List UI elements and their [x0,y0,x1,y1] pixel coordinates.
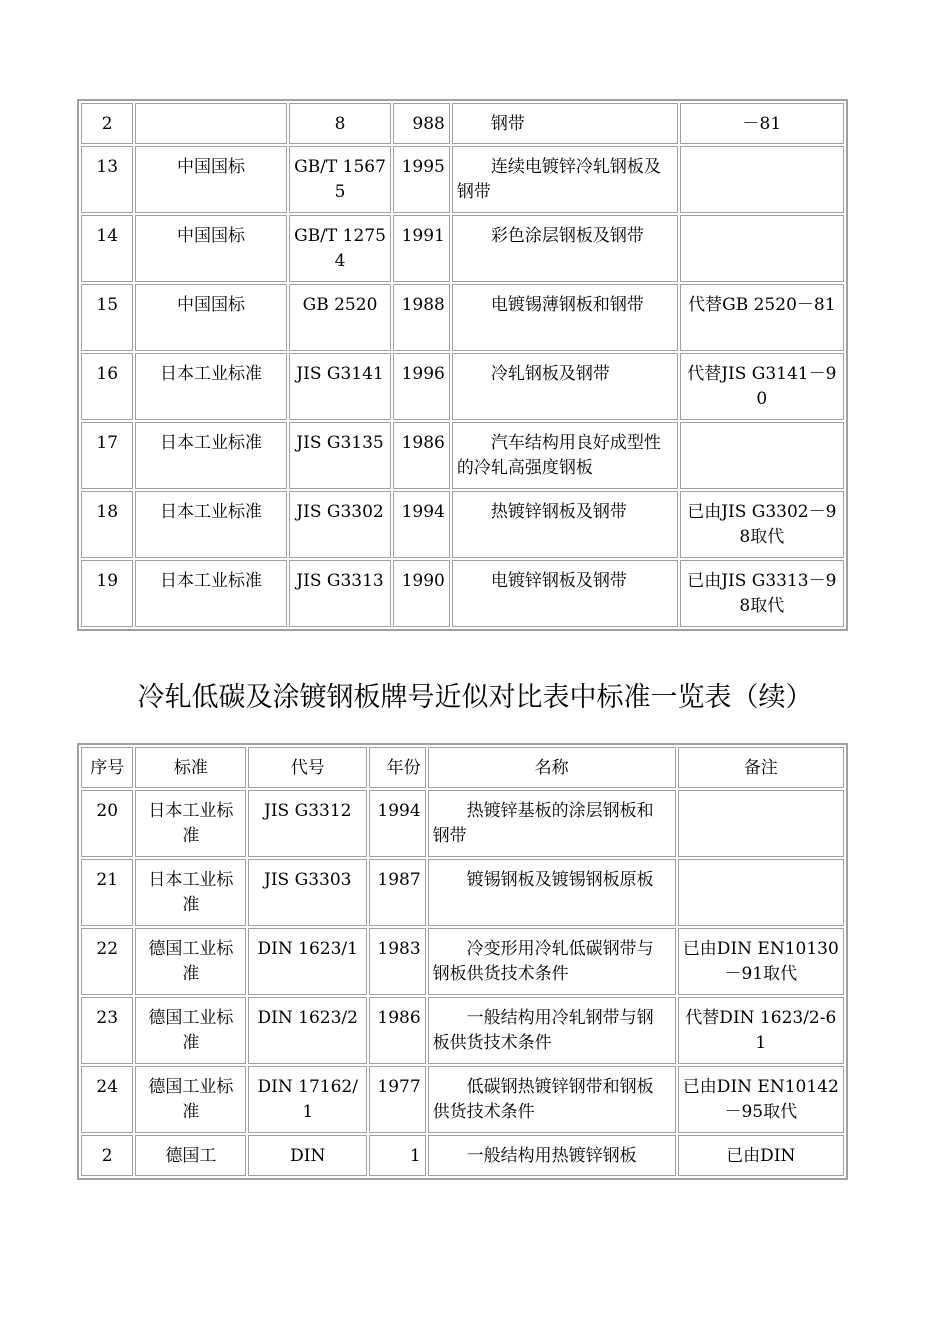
table-row [81,422,844,489]
row-note: 代替JIS G3141－90 [680,353,844,420]
row-year: 1983 [369,928,425,995]
row-standard: 德国工业标准 [135,928,246,995]
row-standard: 日本工业标准 [135,790,246,857]
row-name: 低碳钢热镀锌钢带和钢板供货技术条件 [428,1066,676,1133]
row-name: 钢带 [452,103,678,144]
row-number: 2 [81,1135,133,1176]
row-number: 22 [81,928,133,995]
row-year: 1991 [393,215,449,282]
row-note [680,146,844,213]
row-standard: 德国工 [135,1135,246,1176]
row-standard: 中国国标 [135,146,286,213]
row-code: JIS G3312 [248,790,367,857]
row-code: JIS G3313 [289,560,392,627]
table-row [81,491,844,558]
table-row [81,353,844,420]
row-standard: 日本工业标准 [135,353,286,420]
table-row [81,1135,844,1176]
page-title: 冷轧低碳及涂镀钢板牌号近似对比表中标准一览表（续） [137,682,813,713]
table-row [81,560,844,627]
row-code: 8 [289,103,392,144]
standards-table-part1 [77,99,848,631]
table1-body [81,103,844,627]
header-year: 年份 [369,747,425,788]
row-standard: 中国国标 [135,284,286,351]
row-standard: 日本工业标准 [135,859,246,926]
header-num: 序号 [81,747,133,788]
table-header-row [81,747,844,788]
table-row [81,928,844,995]
row-code: JIS G3135 [289,422,392,489]
table-row [81,997,844,1064]
row-note: 代替GB 2520－81 [680,284,844,351]
row-number: 24 [81,1066,133,1133]
row-name: 冷轧钢板及钢带 [452,353,678,420]
row-number: 14 [81,215,133,282]
row-note: 代替DIN 1623/2-61 [678,997,844,1064]
row-name: 汽车结构用良好成型性的冷轧高强度钢板 [452,422,678,489]
row-code: GB/T 12754 [289,215,392,282]
row-code: DIN 1623/2 [248,997,367,1064]
row-note: 已由DIN EN10142－95取代 [678,1066,844,1133]
row-number: 13 [81,146,133,213]
row-standard: 日本工业标准 [135,422,286,489]
row-name: 热镀锌钢板及钢带 [452,491,678,558]
table2-body [81,790,844,1176]
row-number: 16 [81,353,133,420]
row-code: JIS G3141 [289,353,392,420]
row-number: 17 [81,422,133,489]
row-name: 冷变形用冷轧低碳钢带与钢板供货技术条件 [428,928,676,995]
row-year: 1977 [369,1066,425,1133]
row-code: DIN 1623/1 [248,928,367,995]
row-code: GB/T 15675 [289,146,392,213]
row-name: 一般结构用热镀锌钢板 [428,1135,676,1176]
row-number: 15 [81,284,133,351]
table-row [81,215,844,282]
row-code: DIN 17162/1 [248,1066,367,1133]
row-note [678,790,844,857]
row-name: 镀锡钢板及镀锡钢板原板 [428,859,676,926]
row-name: 电镀锡薄钢板和钢带 [452,284,678,351]
row-year: 1986 [369,997,425,1064]
row-year: 1 [369,1135,425,1176]
table-row [81,1066,844,1133]
row-year: 1987 [369,859,425,926]
standards-table-part2 [77,743,848,1180]
row-name: 热镀锌基板的涂层钢板和钢带 [428,790,676,857]
row-note: 已由DIN [678,1135,844,1176]
row-note [680,422,844,489]
row-standard: 德国工业标准 [135,997,246,1064]
row-year: 1995 [393,146,449,213]
row-year: 1994 [393,491,449,558]
row-standard: 日本工业标准 [135,491,286,558]
row-note [678,859,844,926]
row-number: 23 [81,997,133,1064]
row-code: JIS G3302 [289,491,392,558]
row-year: 1986 [393,422,449,489]
row-note: －81 [680,103,844,144]
row-name: 连续电镀锌冷轧钢板及钢带 [452,146,678,213]
row-code: GB 2520 [289,284,392,351]
row-code: DIN [248,1135,367,1176]
table-row [81,146,844,213]
row-code: JIS G3303 [248,859,367,926]
row-name: 电镀锌钢板及钢带 [452,560,678,627]
row-year: 988 [393,103,449,144]
row-note: 已由JIS G3313－98取代 [680,560,844,627]
table-row [81,790,844,857]
row-standard: 德国工业标准 [135,1066,246,1133]
row-number: 20 [81,790,133,857]
row-year: 1988 [393,284,449,351]
row-standard: 中国国标 [135,215,286,282]
row-standard [135,103,286,144]
row-standard: 日本工业标准 [135,560,286,627]
table-row [81,859,844,926]
row-year: 1990 [393,560,449,627]
row-number: 18 [81,491,133,558]
row-note: 已由DIN EN10130－91取代 [678,928,844,995]
row-year: 1994 [369,790,425,857]
header-code: 代号 [248,747,367,788]
row-number: 2 [81,103,133,144]
row-name: 一般结构用冷轧钢带与钢板供货技术条件 [428,997,676,1064]
row-name: 彩色涂层钢板及钢带 [452,215,678,282]
table-row [81,284,844,351]
row-year: 1996 [393,353,449,420]
table-row [81,103,844,144]
header-note: 备注 [678,747,844,788]
row-note [680,215,844,282]
row-note: 已由JIS G3302－98取代 [680,491,844,558]
header-standard: 标准 [135,747,246,788]
row-number: 19 [81,560,133,627]
row-number: 21 [81,859,133,926]
header-name: 名称 [428,747,676,788]
